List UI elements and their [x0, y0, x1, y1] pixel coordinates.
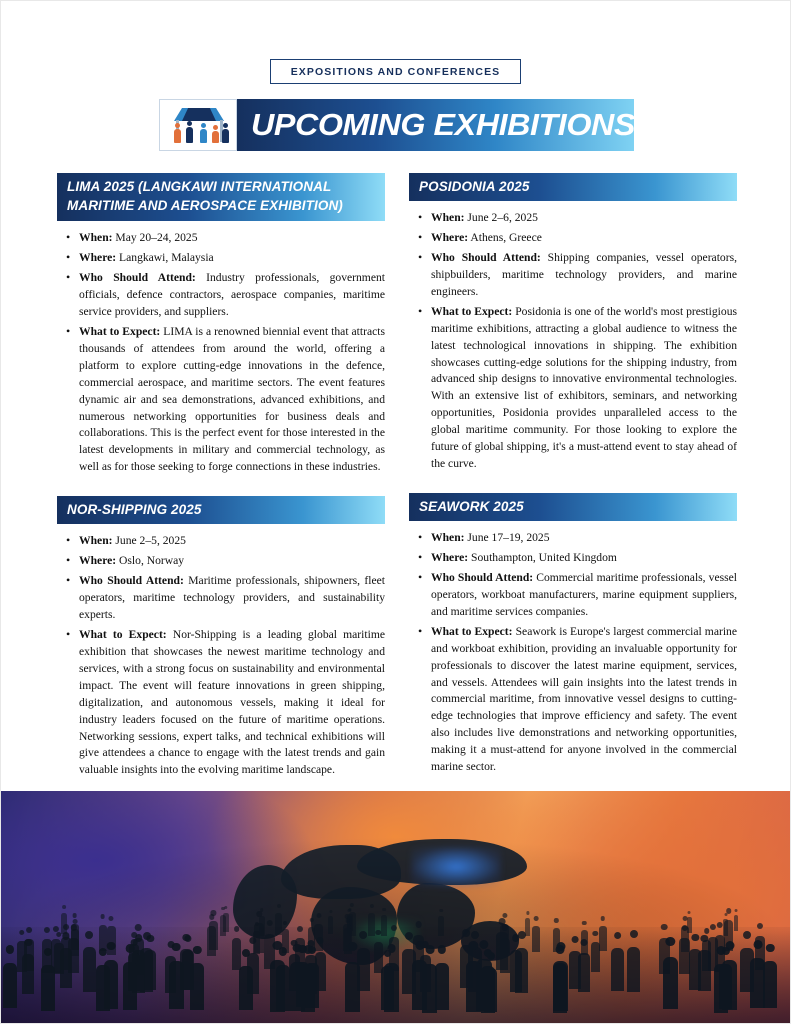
person-silhouette [663, 957, 679, 1009]
event-section-seawork [409, 493, 737, 776]
person-silhouette [232, 938, 242, 970]
detail-text: Shipping companies, vessel operators, shipbuilders, maritime technology providers, and marine engineers. [431, 251, 737, 298]
detail-label: Where: [79, 251, 117, 265]
detail-text: Nor-Shipping is a leading global maritime exhibition that showcases the newest maritime technology and services, with a strong focus on sustainability and environmental impact. The event will feature innovations in green shipping, digitalization, and autonomous vessels, making it ideal for industry leaders focused on the future of maritime operations. Networking sessions, expert talks, and technical exhibitions will give attendees a chance to engage with the latest trends and gain valuable insights into the evolving maritime landscape. [79, 627, 385, 777]
detail-text: Seawork is Europe's largest commercial marine and workboat exhibition, providing an invaluable opportunity for professionals to discover the latest marine equipment, services, and vessels. Attendees will gain insights into the latest trends in commercial maritime, from innovative vessel designs to cutting-edge technologies that improve efficiency and safety. The event also includes live demonstrations and networking opportunities, making it a must-attend for anyone involved in the commercial marine sector. [431, 624, 737, 774]
detail-label: What to Expect: [79, 627, 167, 641]
page-title: UPCOMING EXHIBITIONS [251, 107, 635, 142]
event-details-list [409, 210, 737, 473]
detail-label: Who Should Attend: [431, 570, 534, 584]
person-silhouette [591, 942, 600, 972]
person-silhouette [190, 963, 204, 1009]
detail-text: June 2–5, 2025 [112, 534, 186, 548]
person-silhouette [22, 954, 34, 994]
world-map-crowd-illustration [1, 791, 790, 1023]
detail-text: Oslo, Norway [116, 554, 185, 568]
event-heading: POSIDONIA 2025 [409, 173, 737, 201]
person-silhouette [698, 950, 710, 990]
detail-label: What to Expect: [431, 624, 513, 638]
event-section-lima [57, 173, 385, 476]
detail-label: Where: [431, 231, 469, 245]
list-item [431, 570, 737, 621]
person-silhouette [515, 948, 528, 993]
detail-label: What to Expect: [431, 304, 513, 318]
person-silhouette [438, 916, 444, 936]
person-silhouette [275, 913, 282, 935]
event-section-posidonia [409, 173, 737, 473]
person-silhouette [553, 963, 568, 1012]
kicker-container [1, 59, 790, 84]
detail-text: May 20–24, 2025 [112, 231, 198, 245]
list-item [79, 553, 385, 570]
person-silhouette [123, 962, 137, 1010]
list-item [431, 230, 737, 247]
person-silhouette [569, 951, 580, 989]
person-silhouette [466, 961, 481, 1013]
event-heading: LIMA 2025 (LANGKAWI INTERNATIONAL MARITIME AND AEROSPACE EXHIBITION) [57, 173, 385, 221]
event-details-list [57, 230, 385, 476]
person-silhouette [3, 963, 17, 1008]
person-silhouette [481, 966, 495, 1012]
list-item [79, 250, 385, 267]
person-silhouette [169, 961, 184, 1010]
person-silhouette [611, 948, 624, 991]
detail-text: LIMA is a renowned biennial event that attracts thousands of attendees from around the world, offering a platform to explore cutting-edge innovations in the defence, commercial aerospace, and maritime sectors. The event features dynamic air and sea demonstrations, advanced exhibitions, and numerous networking opportunities for business deals and collaborations. This is the perfect event for those interested in the latest developments in military and commercial technology, as well as for those seeking to forge connections in these industries. [79, 324, 385, 474]
person-silhouette [328, 916, 333, 934]
detail-label: Who Should Attend: [79, 574, 184, 588]
person-silhouette [140, 948, 153, 992]
list-item [431, 530, 737, 547]
detail-label: When: [431, 211, 465, 225]
detail-text: June 2–6, 2025 [464, 211, 538, 225]
list-item [431, 210, 737, 227]
detail-label: When: [79, 534, 113, 548]
detail-label: What to Expect: [79, 324, 161, 338]
person-silhouette [627, 947, 640, 992]
person-silhouette [750, 958, 765, 1007]
person-silhouette [734, 915, 739, 931]
list-item [431, 304, 737, 473]
event-details-list [57, 533, 385, 779]
person-silhouette [207, 926, 216, 956]
person-silhouette [345, 962, 360, 1013]
exhibition-booth-icon [159, 99, 237, 151]
person-silhouette [107, 926, 115, 954]
person-silhouette [714, 964, 729, 1013]
detail-text: Langkawi, Malaysia [116, 251, 214, 265]
person-silhouette [83, 947, 96, 991]
list-item [79, 324, 385, 476]
person-silhouette [525, 918, 530, 936]
detail-text: June 17–19, 2025 [464, 531, 550, 545]
list-item [431, 250, 737, 301]
detail-label: Who Should Attend: [431, 251, 541, 264]
list-item [79, 573, 385, 624]
person-silhouette [368, 913, 375, 936]
list-item [431, 624, 737, 776]
person-silhouette [270, 960, 285, 1011]
detail-label: Who Should Attend: [79, 271, 196, 285]
list-item [79, 533, 385, 550]
masthead-bar [237, 99, 634, 151]
detail-text: Athens, Greece [468, 231, 542, 245]
event-heading: NOR-SHIPPING 2025 [57, 496, 385, 524]
list-item [431, 550, 737, 567]
person-silhouette [381, 915, 387, 935]
detail-label: Where: [79, 554, 117, 568]
column-left [57, 173, 385, 799]
article-columns [57, 173, 737, 799]
detail-label: When: [431, 531, 465, 545]
person-silhouette [496, 932, 507, 970]
person-silhouette [96, 965, 110, 1011]
event-details-list [409, 530, 737, 776]
person-silhouette [532, 926, 540, 952]
column-right [409, 173, 737, 799]
detail-text: Maritime professionals, shipowners, fleet operators, maritime technology providers, and sustainability experts. [79, 574, 385, 622]
detail-label: Where: [431, 551, 469, 565]
detail-text: Southampton, United Kingdom [468, 551, 617, 565]
person-silhouette [435, 963, 449, 1010]
person-silhouette [60, 948, 72, 989]
person-silhouette [41, 965, 55, 1011]
event-heading: SEAWORK 2025 [409, 493, 737, 521]
detail-label: When: [79, 231, 113, 245]
person-silhouette [599, 926, 607, 951]
list-item [79, 230, 385, 247]
person-silhouette [763, 961, 777, 1008]
detail-text: Commercial maritime professionals, vessel operators, workboat manufacturers, marine equipment suppliers, and maritime services companies. [431, 570, 737, 618]
person-silhouette [381, 966, 394, 1010]
section-kicker: EXPOSITIONS AND CONFERENCES [270, 59, 522, 84]
person-silhouette [239, 966, 252, 1011]
masthead [159, 99, 634, 151]
person-silhouette [290, 962, 305, 1011]
list-item [79, 270, 385, 321]
detail-text: Industry professionals, government officials, defence contractors, aerospace companies, maritime service providers, and suppliers. [79, 271, 385, 318]
person-silhouette [422, 964, 437, 1013]
list-item [79, 627, 385, 779]
person-silhouette [220, 915, 226, 936]
event-section-nor-shipping [57, 496, 385, 779]
detail-text: Posidonia is one of the world's most prestigious maritime exhibitions, attracting a global audience to witness the latest technological innovations in shipping. The exhibition showcases cutting-edge solutions for the shipping industry, from advanced ship designs to innovative environmental technologies. With an extensive list of exhibitors, seminars, and networking opportunities, Posidonia provides unparalleled access to the global maritime community. For those looking to explore the future of global shipping, it's a must-attend event to stay ahead of the curve. [431, 304, 737, 471]
person-silhouette [679, 938, 690, 973]
